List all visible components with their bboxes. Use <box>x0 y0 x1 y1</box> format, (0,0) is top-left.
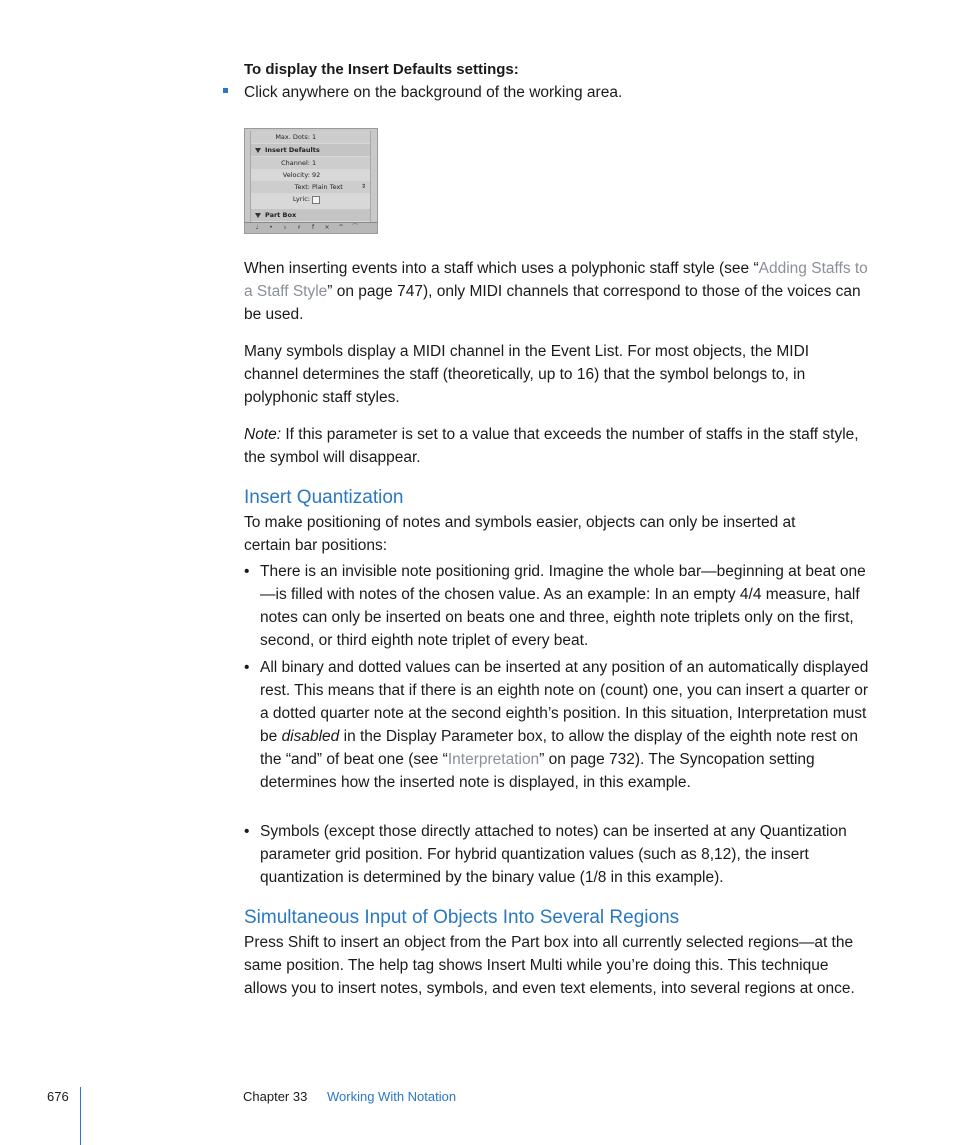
disclosure-triangle-icon <box>255 213 261 218</box>
heading-simultaneous-input: Simultaneous Input of Objects Into Several Regions <box>244 907 680 928</box>
footer-chapter: Chapter 33 <box>243 1089 308 1104</box>
bullet-dot: • <box>244 563 250 580</box>
panel-row-max-dots: Max. Dots: 1 <box>251 131 370 143</box>
link-interpretation[interactable]: Interpretation <box>447 751 540 768</box>
time-tool-icon: f <box>311 224 315 231</box>
paragraph-polyphonic: When inserting events into a staff which uses a polyphonic staff style (see “Adding Staffs to a Staff Style” on page 747), only MIDI channels that correspond to those of the voices can be used. <box>244 260 868 323</box>
insert-defaults-panel-image <box>244 128 378 234</box>
panel-toolbar <box>245 222 377 233</box>
paragraph-insert-quantization-intro: To make positioning of notes and symbols easier, objects can only be inserted at certain bar positions: <box>244 514 796 554</box>
panel-row-velocity: Velocity: 92 <box>282 171 321 179</box>
list-item-symbols: Symbols (except those directly attached to notes) can be inserted at any Quantization parameter grid position. For hybrid quantization values (such as 8,12), the insert quantization is determined by the binary value (1/8 in this example). <box>260 823 847 886</box>
bullet-dot: • <box>244 659 250 676</box>
panel-row-lyric: Lyric: <box>251 193 370 205</box>
procedure-title: To display the Insert Defaults settings: <box>244 61 519 78</box>
panel-header-part-box: Part Box <box>251 209 370 221</box>
lyric-checkbox <box>312 196 320 204</box>
page-number: 676 <box>47 1089 69 1104</box>
disclosure-triangle-icon <box>255 148 261 153</box>
close-tool-icon: × <box>324 224 330 231</box>
panel-row-text: Text: Plain Text ⇕ <box>251 181 370 193</box>
heading-insert-quantization: Insert Quantization <box>244 487 404 508</box>
panel-row-channel: Channel: 1 <box>251 157 370 169</box>
list-item-binary-dotted: All binary and dotted values can be inserted at any position of an automatically displayed rest. This means that if there is an eighth note on (count) one, you can insert a quarter or a dotted quarter note at the second eighth’s position. In this situation, Interpretation must be disabled in the Display Parameter box, to allow the display of the eighth note rest on the “and” of beat one (see “Interpretation” on page 732). The Syncopation setting determines how the inserted note is displayed, in this example. <box>260 659 869 791</box>
bullet-square <box>223 88 228 93</box>
link-adding-staffs[interactable]: Adding Staffs to a Staff Style <box>244 260 868 300</box>
list-item-grid: There is an invisible note positioning grid. Imagine the whole bar—beginning at beat one—is filled with notes of the chosen value. As an example: In an empty 4/4 measure, half notes can only be inserted on beats one and three, eighth note triplets only on the first, second, or third eighth note triplet of every beat. <box>260 563 866 649</box>
clef-tool-icon: ♭ <box>283 224 287 231</box>
footer-chapter-title: Working With Notation <box>327 1089 457 1104</box>
procedure-step: Click anywhere on the background of the working area. <box>244 84 623 101</box>
paragraph-simultaneous-input: Press Shift to insert an object from the Part box into all currently selected regions—at the same position. The help tag shows Insert Multi while you’re doing this. This technique allows you to insert notes, symbols, and even text elements, into several regions at once. <box>244 934 855 997</box>
paragraph-midi-channel: Many symbols display a MIDI channel in the Event List. For most objects, the MIDI channel determines the staff (theoretically, up to 16) that the symbol belongs to, in polyphonic staff styles. <box>244 343 810 406</box>
accent-tool-icon: ^ <box>338 224 344 231</box>
fermata-tool-icon: ⌒ <box>351 224 358 231</box>
rest-tool-icon: • <box>269 224 273 231</box>
note-tool-icon: ♩ <box>255 224 259 231</box>
key-tool-icon: ♯ <box>297 224 301 231</box>
updown-arrows-icon: ⇕ <box>360 183 366 190</box>
footer-rule <box>80 1087 81 1145</box>
panel-header-insert-defaults: Insert Defaults <box>251 144 370 156</box>
paragraph-note: Note: If this parameter is set to a value that exceeds the number of staffs in the staff style, the symbol will disappear. <box>244 426 859 466</box>
bullet-dot: • <box>244 823 250 840</box>
